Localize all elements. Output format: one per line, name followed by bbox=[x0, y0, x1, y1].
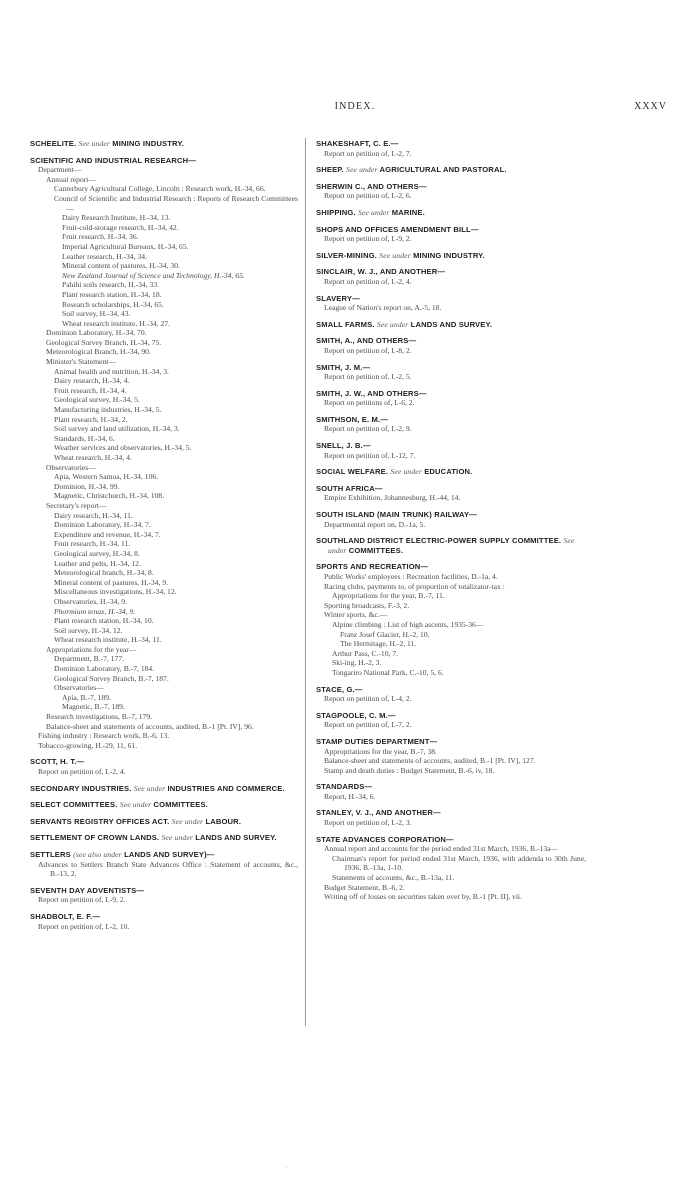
index-entry bbox=[316, 711, 586, 730]
entry-subline: Dominion Laboratory, H.-34, 70. bbox=[46, 328, 147, 338]
index-entry bbox=[316, 208, 586, 218]
entry-subline: Dominion, H.-34, 99. bbox=[54, 481, 120, 491]
index-entry bbox=[316, 835, 586, 902]
page-header-title: INDEX. bbox=[334, 101, 376, 112]
see-reference-label: See under bbox=[119, 800, 152, 810]
entry-subline: Appropriations for the year, B.-7, 11. bbox=[332, 591, 445, 601]
see-reference-target: MINING INDUSTRY. bbox=[413, 250, 485, 260]
index-entry bbox=[316, 441, 586, 460]
entry-subline: Report on petition of, I.-8, 2. bbox=[324, 345, 412, 355]
see-reference-label: See under bbox=[376, 319, 409, 329]
index-entry bbox=[316, 484, 586, 503]
entry-subline: Arthur Pass, C.-10, 7. bbox=[332, 648, 399, 658]
entry-subline: Research investigations, B.-7, 179. bbox=[46, 712, 153, 722]
entry-subline: Budget Statement, B.-6, 2. bbox=[324, 882, 405, 892]
entry-heading bbox=[316, 441, 586, 451]
entry-heading bbox=[316, 737, 586, 747]
see-reference-target: EDUCATION. bbox=[424, 467, 473, 477]
entry-subline: Phormium tenax, H.-34, 9. bbox=[54, 606, 136, 616]
heading-text: SINCLAIR, W. J., AND ANOTHER— bbox=[316, 267, 446, 277]
index-entry bbox=[316, 251, 586, 261]
see-reference-label: See under bbox=[390, 467, 422, 477]
entry-subline: Report on petition of, I.-2, 3. bbox=[324, 818, 412, 828]
see-reference-target: LANDS AND SURVEY. bbox=[195, 833, 277, 843]
entry-subline: Chairman's report for period ended 31st March, 1936, with addenda to 30th June, 1936, B.-13a, 1-10. bbox=[332, 853, 586, 873]
see-reference-label: See under bbox=[358, 207, 390, 217]
index-entry bbox=[30, 800, 298, 810]
see-reference-label: See under bbox=[328, 536, 575, 555]
see-reference-target: COMMITTEES. bbox=[348, 545, 404, 555]
index-entry bbox=[316, 737, 586, 775]
entry-subline: Fruit research, H.-34, 36. bbox=[62, 232, 139, 242]
see-reference-target: MINING INDUSTRY. bbox=[112, 139, 185, 148]
entry-subline: Report on petition of, I.-2, 9. bbox=[324, 424, 412, 434]
entry-subline: Research scholarships, H.-34, 65. bbox=[62, 299, 164, 309]
see-reference-label: See under bbox=[161, 833, 193, 843]
index-entry bbox=[30, 833, 298, 843]
see-reference-target: LANDS AND SURVEY. bbox=[410, 319, 493, 329]
see-reference-target: AGRICULTURAL AND PASTORAL. bbox=[379, 165, 507, 175]
entry-heading bbox=[316, 389, 586, 399]
heading-text: SMITH, A., AND OTHERS— bbox=[316, 336, 417, 346]
heading-text: SHADBOLT, E. F.— bbox=[30, 911, 101, 921]
entry-heading bbox=[30, 784, 298, 794]
see-reference-target: INDUSTRIES AND COMMERCE. bbox=[167, 783, 285, 793]
entry-heading bbox=[316, 363, 586, 373]
index-entry bbox=[316, 389, 586, 408]
heading-text: SETTLERS bbox=[30, 849, 71, 859]
entry-subline: Wheat research institute, H.-34, 27. bbox=[62, 318, 170, 328]
footer-mark: · bbox=[286, 1165, 288, 1171]
entry-subline: Canterbury Agricultural College, Lincoln : Research work, H.-34, 66. bbox=[54, 184, 266, 194]
entry-heading bbox=[316, 182, 586, 192]
heading-text: SECONDARY INDUSTRIES. bbox=[30, 783, 132, 793]
entry-subline: New Zealand Journal of Science and Technology, H.-34, 65. bbox=[62, 270, 245, 280]
heading-text: STATE ADVANCES CORPORATION— bbox=[316, 834, 454, 844]
heading-text: SELECT COMMITTEES. bbox=[30, 800, 118, 810]
see-reference-label: See under bbox=[379, 250, 411, 260]
entry-subline: Expenditure and revenue, H.-34, 7. bbox=[54, 529, 161, 539]
entry-subline: Geological survey, H.-34, 5. bbox=[54, 395, 140, 405]
index-entry bbox=[30, 886, 298, 905]
entry-subline: Report on petition of, I.-9, 2. bbox=[324, 234, 412, 244]
entry-subline: Apia, B.-7, 189. bbox=[62, 692, 111, 702]
heading-text: SLAVERY— bbox=[316, 293, 360, 303]
entry-subline: Stamp and death duties : Budget Statement, B.-6, iv, 18. bbox=[324, 765, 495, 775]
see-reference-label: See under bbox=[346, 165, 378, 175]
entry-subline: Report on petitions of, I.-6, 2. bbox=[324, 398, 415, 408]
entry-subline: Soil survey, H.-34, 43. bbox=[62, 309, 131, 319]
entry-heading bbox=[30, 139, 298, 149]
heading-text: STANLEY, V. J., AND ANOTHER— bbox=[316, 808, 441, 818]
heading-text: SHERWIN C., AND OTHERS— bbox=[316, 181, 427, 191]
heading-text: SHEEP. bbox=[316, 165, 344, 175]
heading-text: SPORTS AND RECREATION— bbox=[316, 562, 429, 572]
entry-subline: Public Works' employees : Recreation facilities, D.-1a, 4. bbox=[324, 572, 498, 581]
entry-subline: Standards, H.-34, 6. bbox=[54, 433, 115, 443]
entry-subline: Report, H.-34, 6. bbox=[324, 791, 376, 801]
entry-subline: Observatories— bbox=[46, 462, 96, 472]
heading-text: SMITH, J. M.— bbox=[316, 362, 371, 372]
index-entry bbox=[316, 294, 586, 313]
entry-subline: Advances to Settlers Branch State Advances Office : Statement of accounts, &c., B.-13, 2. bbox=[38, 859, 298, 879]
index-entry bbox=[30, 757, 298, 776]
left-column bbox=[30, 139, 298, 938]
entry-subline: Department— bbox=[38, 165, 82, 175]
heading-text: SHIPPING. bbox=[316, 207, 356, 217]
entry-heading bbox=[30, 800, 298, 810]
heading-text: SHAKESHAFT, C. E.— bbox=[316, 139, 399, 148]
see-reference-label: See under bbox=[171, 816, 204, 826]
entry-heading bbox=[316, 484, 586, 494]
entry-subline: Fishing industry : Research work, B.-6, 13. bbox=[38, 731, 170, 741]
entry-heading bbox=[316, 808, 586, 818]
entry-subline: Leather research, H.-34, 34. bbox=[62, 251, 147, 261]
index-entry bbox=[316, 320, 586, 330]
entry-subline: Animal health and nutrition, H.-34, 3. bbox=[54, 366, 169, 376]
entry-subline: Annual report and accounts for the period ended 31st March, 1936, B.-13a— bbox=[324, 844, 559, 854]
entry-subline: Miscellaneous investigations, H.-34, 12. bbox=[54, 587, 177, 597]
entry-subline: Geological Survey Branch, H.-34, 75. bbox=[46, 337, 162, 347]
entry-heading bbox=[316, 685, 586, 695]
entry-heading bbox=[316, 320, 586, 330]
entry-subline: Report on petition of, I.-2, 4. bbox=[38, 767, 126, 776]
entry-subline: Observatories— bbox=[54, 683, 104, 693]
entry-subline: Report on petition of, I.-7, 2. bbox=[324, 720, 412, 730]
entry-subline: Pahihi soils research, H.-34, 33. bbox=[62, 280, 160, 290]
entry-subline: Observatories, H.-34, 9. bbox=[54, 596, 127, 606]
entry-subline: Department, B.-7, 177. bbox=[54, 654, 125, 664]
entry-subline: Balance-sheet and statements of accounts, audited, B.-1 [Pt. IV], 127. bbox=[324, 756, 536, 766]
entry-subline: Plant research station, H.-34, 18. bbox=[62, 289, 162, 299]
entry-subline: Weather services and observatories, H.-34, 5. bbox=[54, 443, 192, 453]
entry-subline: Empire Exhibition, Johannesburg, H.-44, 14. bbox=[324, 493, 461, 503]
entry-subline: Report on petition of, I.-9, 2. bbox=[38, 895, 126, 905]
heading-text: SEVENTH DAY ADVENTISTS— bbox=[30, 885, 145, 895]
heading-text: STANDARDS— bbox=[316, 782, 373, 792]
entry-subline: Wheat research, H.-34, 4. bbox=[54, 453, 132, 462]
entry-subline: Report on petition of, I.-12, 7. bbox=[324, 450, 416, 460]
index-entry bbox=[316, 510, 586, 529]
heading-text: SMALL FARMS. bbox=[316, 319, 375, 329]
index-entry bbox=[316, 363, 586, 382]
page-number: XXXV bbox=[634, 101, 667, 112]
entry-subline: Magnetic, Christchurch, H.-34, 108. bbox=[54, 491, 165, 501]
entry-subline: Geological Survey Branch, B.-7, 187. bbox=[54, 673, 169, 683]
entry-subline: Tongariro National Park, C.-10, 5, 6. bbox=[332, 667, 444, 677]
entry-subline: Report on petition of, I.-2, 6. bbox=[324, 191, 412, 201]
heading-text: SCOTT, H. T.— bbox=[30, 757, 85, 767]
entry-subline: Alpine climbing : List of high ascents, 1935-36— bbox=[332, 619, 484, 629]
heading-text: SOUTHLAND DISTRICT ELECTRIC-POWER SUPPLY COMMITTEE. bbox=[316, 536, 562, 546]
entry-subline: Mineral content of pastures, H.-34, 9. bbox=[54, 577, 169, 587]
index-entry bbox=[316, 562, 586, 677]
see-reference-label: (see also under bbox=[73, 849, 122, 859]
entry-subline: Mineral content of pastures, H.-34, 30. bbox=[62, 261, 180, 271]
entry-subline: Report on petition of, I.-2, 4. bbox=[324, 276, 412, 286]
entry-heading bbox=[30, 912, 298, 922]
entry-subline: Report on petition of, I.-2, 10. bbox=[38, 921, 130, 931]
entry-heading bbox=[316, 510, 586, 520]
index-entry bbox=[316, 782, 586, 801]
entry-subline: League of Nation's report on, A.-5, 18. bbox=[324, 303, 442, 313]
heading-text: SOUTH AFRICA— bbox=[316, 483, 383, 493]
entry-subline: Wheat research institute, H.-34, 11. bbox=[54, 635, 162, 645]
entry-subline: Sporting broadcasts, F.-3, 2. bbox=[324, 600, 410, 610]
index-entry bbox=[30, 912, 298, 931]
entry-subline: Statements of accounts, &c., B.-13a, 11. bbox=[332, 873, 455, 883]
entry-heading bbox=[30, 850, 298, 860]
entry-subline: Manufacturing industries, H.-34, 5. bbox=[54, 405, 162, 415]
index-entry bbox=[30, 850, 298, 879]
entry-heading bbox=[316, 208, 586, 218]
entry-heading bbox=[316, 139, 586, 149]
entry-subline: Fruit-cold-storage research, H.-34, 42. bbox=[62, 222, 179, 232]
entry-subline: Plant research, H.-34, 2. bbox=[54, 414, 128, 424]
entry-subline: Report on petition of, I.-2, 5. bbox=[324, 372, 412, 382]
entry-subline: Annual report— bbox=[46, 174, 96, 184]
entry-heading bbox=[316, 294, 586, 304]
heading-text: SHOPS AND OFFICES AMENDMENT BILL— bbox=[316, 224, 479, 234]
see-reference-label: See under bbox=[78, 139, 111, 148]
entry-subline: Minister's Statement— bbox=[46, 357, 116, 367]
entry-subline: Dairy Research Institute, H.-34, 13. bbox=[62, 213, 171, 223]
entry-subline: Dairy research, H.-34, 11. bbox=[54, 510, 133, 520]
index-entry bbox=[30, 139, 298, 149]
index-entry bbox=[316, 415, 586, 434]
entry-heading bbox=[316, 225, 586, 235]
index-entry bbox=[316, 536, 586, 555]
entry-subline: Leather and pelts, H.-34, 12. bbox=[54, 558, 141, 568]
entry-subline: Writing off of losses on securities taken over by, B.-1 [Pt. II], vii. bbox=[324, 892, 522, 902]
index-entry bbox=[30, 784, 298, 794]
entry-subline: Secretary's report— bbox=[46, 500, 107, 510]
heading-text: SOUTH ISLAND (MAIN TRUNK) RAILWAY— bbox=[316, 510, 477, 520]
entry-subline: Dominion Laboratory, B.-7, 184. bbox=[54, 664, 155, 674]
entry-subline: Appropriations for the year, B.-7, 38. bbox=[324, 746, 437, 756]
entry-heading bbox=[316, 782, 586, 792]
heading-text: STACE, G.— bbox=[316, 684, 363, 694]
heading-text: SCHEELITE. bbox=[30, 139, 77, 148]
entry-subline: Magnetic, B.-7, 189. bbox=[62, 702, 125, 712]
index-entry bbox=[316, 225, 586, 244]
entry-subline: Dominion Laboratory, H.-34, 7. bbox=[54, 520, 151, 530]
heading-text: STAMP DUTIES DEPARTMENT— bbox=[316, 736, 438, 746]
index-entry bbox=[316, 336, 586, 355]
entry-subline: Tobacco-growing, H.-29, 11, 61. bbox=[38, 740, 138, 750]
entry-subline: Report on petition of, I.-4, 2. bbox=[324, 694, 412, 704]
index-entry bbox=[316, 685, 586, 704]
entry-subline: Plant research station, H.-34, 10. bbox=[54, 616, 154, 626]
entry-subline: Fruit research, H.-34, 4. bbox=[54, 385, 127, 395]
column-divider bbox=[305, 138, 306, 1026]
index-entry bbox=[316, 467, 586, 477]
entry-heading bbox=[30, 886, 298, 896]
index-entry bbox=[316, 267, 586, 286]
heading-text: SCIENTIFIC AND INDUSTRIAL RESEARCH— bbox=[30, 155, 196, 165]
heading-text: SERVANTS REGISTRY OFFICES ACT. bbox=[30, 816, 170, 826]
heading-text: SOCIAL WELFARE. bbox=[316, 467, 389, 477]
entry-subline: The Hermitage, H.-2, 11. bbox=[340, 639, 417, 649]
heading-text: SNELL, J. B.— bbox=[316, 441, 371, 451]
entry-subline: Winter sports, &c.— bbox=[324, 610, 388, 620]
heading-text: SMITH, J. W., AND OTHERS— bbox=[316, 388, 427, 398]
see-reference-target: COMMITTEES. bbox=[153, 800, 208, 810]
entry-heading bbox=[316, 467, 586, 477]
entry-heading bbox=[316, 165, 586, 175]
entry-subline: Imperial Agricultural Bureaux, H.-34, 65. bbox=[62, 241, 189, 251]
entry-heading bbox=[30, 817, 298, 827]
entry-subline: Report on petition of, I.-2, 7. bbox=[324, 148, 412, 158]
index-entry bbox=[30, 817, 298, 827]
entry-heading bbox=[316, 415, 586, 425]
entry-subline: Dairy research, H.-34, 4. bbox=[54, 376, 130, 386]
entry-heading bbox=[316, 562, 586, 572]
see-reference-label: See under bbox=[133, 783, 166, 793]
entry-heading bbox=[316, 536, 586, 555]
see-reference-target: LANDS AND SURVEY)— bbox=[124, 849, 215, 859]
entry-subline: Apia, Western Samoa, H.-34, 106. bbox=[54, 472, 159, 482]
entry-heading bbox=[316, 835, 586, 845]
entry-subline: Racing clubs, payments to, of proportion of totalizator-tax : bbox=[324, 581, 505, 591]
entry-heading bbox=[30, 757, 298, 767]
entry-subline: Franz Josef Glacier, H.-2, 10. bbox=[340, 629, 430, 639]
entry-heading bbox=[316, 267, 586, 277]
entry-subline: Departmental report on, D.-1a, 5. bbox=[324, 519, 426, 529]
entry-subline: Appropriations for the year— bbox=[46, 644, 137, 654]
entry-heading bbox=[30, 156, 298, 166]
right-column bbox=[316, 139, 586, 909]
entry-subline: Ski-ing, H.-2, 3. bbox=[332, 658, 382, 668]
index-entry bbox=[30, 156, 298, 751]
heading-text: SILVER-MINING. bbox=[316, 250, 378, 260]
heading-text: SETTLEMENT OF CROWN LANDS. bbox=[30, 833, 160, 843]
heading-text: SMITHSON, E. M.— bbox=[316, 414, 389, 424]
index-entry bbox=[316, 139, 586, 158]
entry-subline: Soil survey, H.-34, 12. bbox=[54, 625, 123, 635]
entry-subline: Balance-sheet and statements of accounts, audited, B.-1 [Pt. IV], 96. bbox=[46, 721, 254, 731]
entry-subline: Council of Scientific and Industrial Research : Reports of Research Committees— bbox=[54, 193, 298, 213]
entry-subline: Soil survey and land utilization, H.-34, 3. bbox=[54, 424, 180, 434]
heading-text: STAGPOOLE, C. M.— bbox=[316, 710, 396, 720]
entry-subline: Fruit research, H.-34, 11. bbox=[54, 539, 131, 549]
see-reference-target: LABOUR. bbox=[205, 816, 242, 826]
entry-subline: Geological survey, H.-34, 8. bbox=[54, 548, 140, 558]
entry-heading bbox=[316, 711, 586, 721]
see-reference-target: MARINE. bbox=[391, 207, 425, 217]
entry-heading bbox=[30, 833, 298, 843]
entry-heading bbox=[316, 336, 586, 346]
entry-subline: Meteorological branch, H.-34, 8. bbox=[54, 568, 154, 578]
index-entry bbox=[316, 182, 586, 201]
entry-heading bbox=[316, 251, 586, 261]
index-entry bbox=[316, 808, 586, 827]
entry-subline: Meteorological Branch, H.-34, 90. bbox=[46, 347, 151, 357]
index-entry bbox=[316, 165, 586, 175]
